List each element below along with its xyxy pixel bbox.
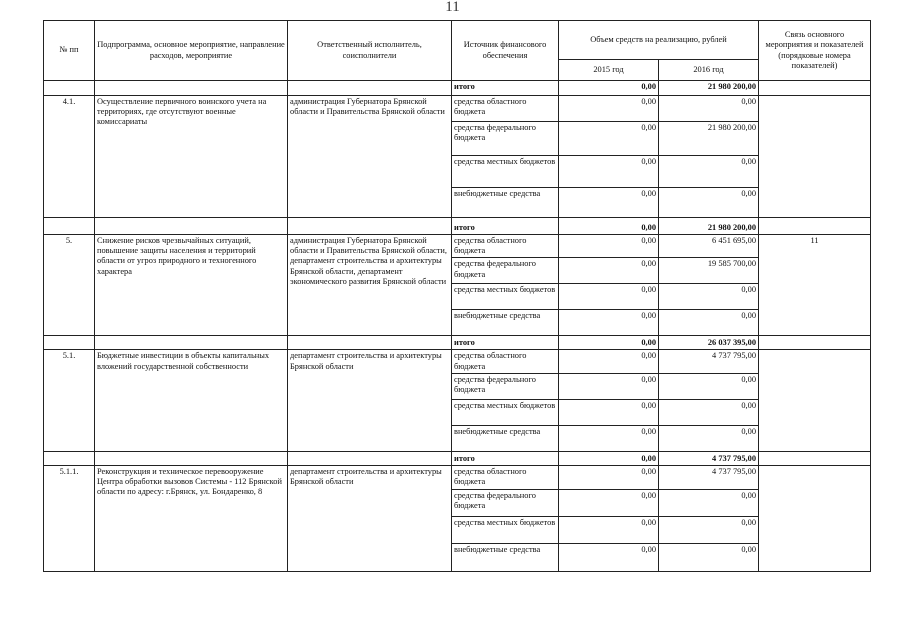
amount-2015: 0,00 <box>559 516 659 543</box>
table-cell <box>759 451 871 465</box>
amount-2016: 0,00 <box>659 489 759 516</box>
executor: департамент строительства и архитектуры Брянской области <box>288 350 452 451</box>
amount-2015: 0,00 <box>559 188 659 218</box>
row-number: 5.1. <box>44 350 95 451</box>
measure-name: Снижение рисков чрезвычайных ситуаций, повышение защиты населения и территорий области от угроз природного и техногенного характера <box>95 235 288 336</box>
table-body <box>44 81 871 572</box>
amount-2015: 0,00 <box>559 122 659 156</box>
executor: администрация Губернатора Брянской области и Правительства Брянской области, департамент строительства и архитектуры Брянской области, департамент экономического развития Брянской области <box>288 235 452 336</box>
funding-source: средства федерального бюджета <box>452 258 559 284</box>
table-cell <box>288 336 452 350</box>
total-2015: 0,00 <box>559 81 659 96</box>
executor: администрация Губернатора Брянской области и Правительства Брянской области <box>288 96 452 218</box>
amount-2016: 6 451 695,00 <box>659 235 759 258</box>
amount-2016: 19 585 700,00 <box>659 258 759 284</box>
amount-2016: 0,00 <box>659 543 759 571</box>
funding-source: внебюджетные средства <box>452 425 559 451</box>
funding-source: средства областного бюджета <box>452 350 559 373</box>
table-cell <box>95 336 288 350</box>
table-cell <box>288 451 452 465</box>
table-row <box>44 96 871 122</box>
amount-2016: 0,00 <box>659 284 759 310</box>
header-2016: 2016 год <box>659 60 759 81</box>
indicator-link: 11 <box>759 235 871 336</box>
amount-2016: 21 980 200,00 <box>659 122 759 156</box>
amount-2016: 0,00 <box>659 188 759 218</box>
funding-source: средства местных бюджетов <box>452 156 559 188</box>
funding-source: средства местных бюджетов <box>452 516 559 543</box>
measure-name: Реконструкция и техническое перевооружение Центра обработки вызовов Системы - 112 Брянской области по адресу: г.Брянск, ул. Бондаренко, 8 <box>95 465 288 571</box>
amount-2016: 0,00 <box>659 96 759 122</box>
table-cell <box>44 451 95 465</box>
table-row-total <box>44 336 871 350</box>
amount-2015: 0,00 <box>559 489 659 516</box>
table-cell <box>44 336 95 350</box>
table-cell <box>95 218 288 235</box>
total-2015: 0,00 <box>559 336 659 350</box>
measure-name: Осуществление первичного воинского учета на территориях, где отсутствуют военные комиссариаты <box>95 96 288 218</box>
table-row-top-total <box>44 81 871 96</box>
amount-2016: 4 737 795,00 <box>659 350 759 373</box>
amount-2015: 0,00 <box>559 350 659 373</box>
funding-source: внебюджетные средства <box>452 310 559 336</box>
executor: департамент строительства и архитектуры Брянской области <box>288 465 452 571</box>
table-row-total <box>44 218 871 235</box>
funding-source: средства областного бюджета <box>452 235 559 258</box>
table-cell <box>759 81 871 96</box>
funding-source: средства областного бюджета <box>452 96 559 122</box>
indicator-link <box>759 96 871 218</box>
amount-2015: 0,00 <box>559 96 659 122</box>
funding-source: средства федерального бюджета <box>452 489 559 516</box>
amount-2016: 0,00 <box>659 425 759 451</box>
amount-2015: 0,00 <box>559 284 659 310</box>
table-cell <box>288 81 452 96</box>
table-cell <box>759 218 871 235</box>
total-2015: 0,00 <box>559 218 659 235</box>
funding-source: средства местных бюджетов <box>452 284 559 310</box>
table-row <box>44 350 871 373</box>
table-cell <box>44 81 95 96</box>
amount-2016: 0,00 <box>659 373 759 399</box>
amount-2016: 0,00 <box>659 156 759 188</box>
amount-2016: 0,00 <box>659 516 759 543</box>
table-cell <box>759 336 871 350</box>
table-cell <box>288 218 452 235</box>
funding-source: внебюджетные средства <box>452 188 559 218</box>
table-row <box>44 235 871 258</box>
header-program: Подпрограмма, основное мероприятие, направление расходов, мероприятие <box>95 21 288 81</box>
amount-2015: 0,00 <box>559 310 659 336</box>
amount-2016: 0,00 <box>659 399 759 425</box>
indicator-link <box>759 350 871 451</box>
amount-2016: 0,00 <box>659 310 759 336</box>
header-num: № пп <box>44 21 95 81</box>
total-2015: 0,00 <box>559 451 659 465</box>
amount-2015: 0,00 <box>559 465 659 489</box>
amount-2015: 0,00 <box>559 235 659 258</box>
amount-2016: 4 737 795,00 <box>659 465 759 489</box>
total-2016: 4 737 795,00 <box>659 451 759 465</box>
total-label: итого <box>452 81 559 96</box>
funding-source: средства федерального бюджета <box>452 373 559 399</box>
amount-2015: 0,00 <box>559 373 659 399</box>
table-cell <box>95 81 288 96</box>
funding-table <box>43 20 871 572</box>
total-2016: 26 037 395,00 <box>659 336 759 350</box>
table-cell <box>44 218 95 235</box>
header-link: Связь основного мероприятия и показателей (порядковые номера показателей) <box>759 21 871 81</box>
measure-name: Бюджетные инвестиции в объекты капитальных вложений государственной собственности <box>95 350 288 451</box>
total-2016: 21 980 200,00 <box>659 218 759 235</box>
total-label: итого <box>452 218 559 235</box>
amount-2015: 0,00 <box>559 425 659 451</box>
header-executor: Ответственный исполнитель, соисполнители <box>288 21 452 81</box>
total-label: итого <box>452 336 559 350</box>
amount-2015: 0,00 <box>559 258 659 284</box>
amount-2015: 0,00 <box>559 543 659 571</box>
table-cell <box>95 451 288 465</box>
funding-source: средства федерального бюджета <box>452 122 559 156</box>
amount-2015: 0,00 <box>559 156 659 188</box>
total-2016: 21 980 200,00 <box>659 81 759 96</box>
header-source: Источник финансового обеспечения <box>452 21 559 81</box>
row-number: 4.1. <box>44 96 95 218</box>
amount-2015: 0,00 <box>559 399 659 425</box>
row-number: 5.1.1. <box>44 465 95 571</box>
row-number: 5. <box>44 235 95 336</box>
total-label: итого <box>452 451 559 465</box>
table-row <box>44 465 871 489</box>
table-row-total <box>44 451 871 465</box>
funding-source: средства местных бюджетов <box>452 399 559 425</box>
funding-source: средства областного бюджета <box>452 465 559 489</box>
funding-source: внебюджетные средства <box>452 543 559 571</box>
page-number: 11 <box>445 0 460 15</box>
indicator-link <box>759 465 871 571</box>
header-2015: 2015 год <box>559 60 659 81</box>
header-volume: Объем средств на реализацию, рублей <box>559 21 759 60</box>
